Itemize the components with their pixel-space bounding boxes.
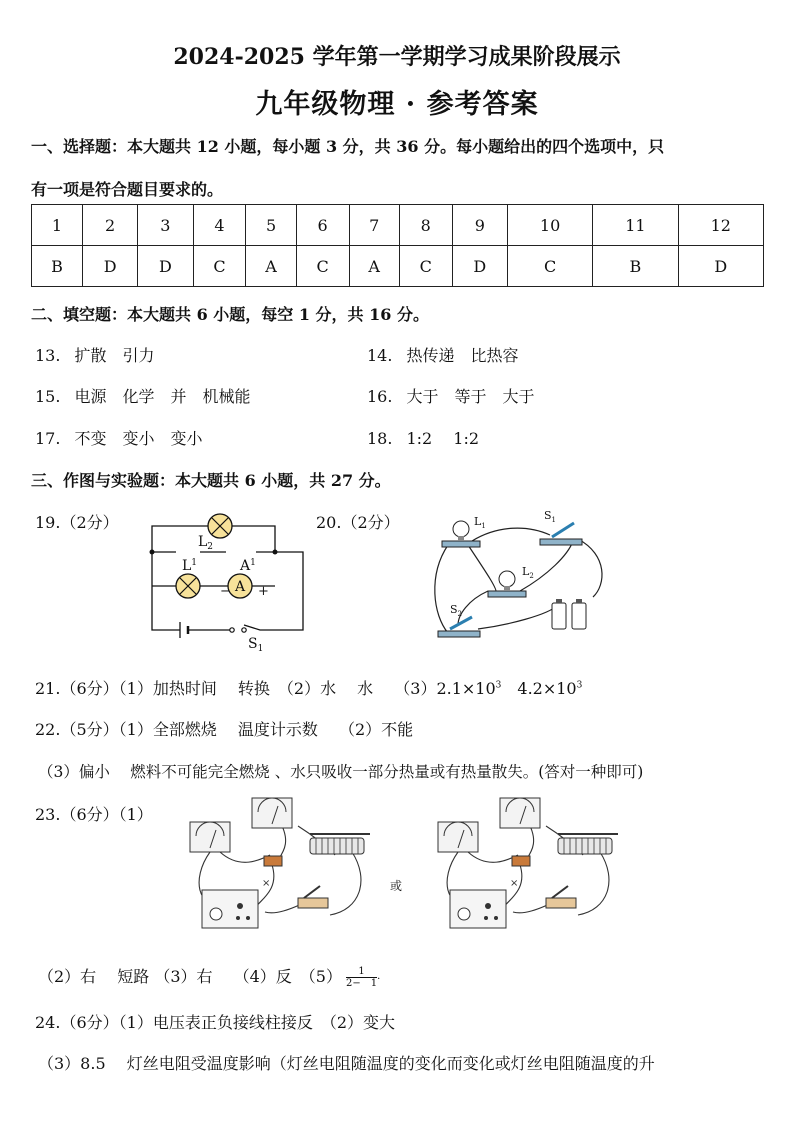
plus-sign: + — [258, 584, 269, 599]
fill-item-17 — [35, 426, 202, 449]
q23-label: 23.（6分）（1） — [35, 805, 153, 824]
fill-item-14 — [367, 343, 518, 366]
table-row-answers — [32, 246, 764, 287]
ammeter-label: A — [240, 558, 251, 574]
fraction-tail: · — [377, 974, 381, 985]
item-answer: 热传递 比热容 — [406, 346, 519, 365]
table-cell: 1 — [32, 205, 83, 246]
voltmeter-icon — [252, 798, 292, 828]
table-cell: C — [193, 246, 246, 287]
table-cell: 3 — [138, 205, 193, 246]
q22-line2: （3）偏小 燃料不可能完全燃烧 、水只吸收一部分热量或有热量散失。(答对一种即可) — [38, 763, 644, 781]
rheostat-icon — [310, 834, 370, 854]
document-title: 2024-2025 学年第一学期学习成果阶段展示 — [173, 44, 621, 70]
item-answer: 扩散 引力 — [74, 346, 155, 365]
item-number: 18. — [367, 429, 393, 448]
exponent: 3 — [576, 680, 583, 691]
item-number: 13. — [35, 346, 61, 365]
l2-label: L — [522, 565, 530, 578]
item-number: 14. — [367, 346, 393, 365]
ammeter-a1-icon — [228, 574, 252, 598]
table-cell: C — [399, 246, 452, 287]
fraction-denominator: 2− 1 — [345, 978, 378, 989]
svg-text:L2: $L_2$ — [522, 565, 534, 580]
fill-item-18 — [367, 426, 479, 449]
svg-text:L2: $L_2$ — [198, 534, 214, 552]
switch-label: S — [248, 636, 258, 652]
q21-answer-2: 4.2×10 — [501, 679, 577, 698]
section1-heading-line2: 有一项是符合题目要求的。 — [31, 180, 224, 199]
q23-experiment-diagram-1 — [180, 790, 380, 940]
q20-wiring-diagram — [428, 505, 608, 645]
rheostat-icon — [558, 834, 618, 854]
q24-line1 — [35, 1010, 395, 1033]
table-cell: D — [138, 246, 193, 287]
svg-text:×: × — [262, 878, 271, 889]
item-number: 17. — [35, 429, 61, 448]
document-subtitle: 九年级物理 · 参考答案 — [255, 89, 539, 120]
table-cell: 8 — [399, 205, 452, 246]
minus-sign: − — [220, 584, 231, 599]
fraction — [346, 966, 377, 989]
item-answer: 大于 等于 大于 — [406, 387, 535, 406]
table-row-numbers — [32, 205, 764, 246]
lamp-l1-label: L — [182, 558, 192, 574]
table-cell: A — [349, 246, 399, 287]
table-cell: A — [246, 246, 296, 287]
svg-text:S1: $S_1$ — [544, 509, 557, 524]
q22-answer: （1）全部燃烧 温度计示数 （2）不能 — [118, 720, 414, 739]
lamp-l2-icon — [208, 514, 232, 538]
section1-heading-line1: 一、选择题：本大题共 12 小题，每小题 3 分，共 36 分。每小题给出的四个选项中，只 — [31, 137, 665, 156]
s1-label: S — [544, 509, 552, 522]
fill-item-15 — [35, 384, 250, 407]
table-cell: 11 — [593, 205, 678, 246]
table-cell: 12 — [678, 205, 763, 246]
item-number: 15. — [35, 387, 61, 406]
table-cell: 7 — [349, 205, 399, 246]
q24-label: 24.（6分） — [35, 1013, 119, 1032]
voltmeter-icon — [500, 798, 540, 828]
power-supply-icon — [450, 890, 506, 928]
resistor-icon — [512, 856, 530, 866]
table-cell: D — [678, 246, 763, 287]
s2-label: S — [450, 603, 458, 616]
table-cell: 6 — [296, 205, 349, 246]
meter-symbol: A — [234, 579, 246, 595]
svg-text:A1: $A^1$ — [240, 558, 256, 574]
svg-text:L1: $L_1$ — [474, 515, 486, 530]
l1-label: L — [474, 515, 482, 528]
table-cell: 4 — [193, 205, 246, 246]
section3-heading: 三、作图与实验题：本大题共 6 小题，共 27 分。 — [31, 471, 391, 490]
q23-line2 — [38, 964, 380, 989]
svg-text:×: × — [510, 878, 519, 889]
q21-answer: （1）加热时间 转换 （2）水 水 （3）2.1×10 — [118, 679, 496, 698]
table-cell: 5 — [246, 205, 296, 246]
item-answer: 不变 变小 变小 — [74, 429, 203, 448]
q22-line1 — [35, 717, 413, 740]
table-cell: B — [32, 246, 83, 287]
q24-answer: （1）电压表正负接线柱接反 （2）变大 — [118, 1013, 396, 1032]
q20-label: 20.（2分） — [316, 513, 400, 532]
item-answer: 电源 化学 并 机械能 — [74, 387, 251, 406]
lamp-l1-icon — [176, 574, 200, 598]
item-answer: 1:2 1:2 — [406, 429, 480, 448]
table-cell: D — [452, 246, 507, 287]
table-cell: B — [593, 246, 678, 287]
fraction-numerator: 1 — [346, 966, 377, 978]
table-cell: 9 — [452, 205, 507, 246]
fill-item-13 — [35, 343, 154, 366]
q21-label: 21.（6分） — [35, 679, 119, 698]
ammeter-icon — [438, 822, 478, 852]
svg-text:L1: $L^1$ — [182, 558, 198, 574]
q19-label: 19.（2分） — [35, 513, 119, 532]
or-label: 或 — [390, 879, 403, 893]
q19-circuit-diagram — [140, 508, 315, 658]
item-number: 16. — [367, 387, 393, 406]
table-cell: C — [507, 246, 592, 287]
fill-item-16 — [367, 384, 534, 407]
q23-answers: （2）右 短路 （3）右 （4）反 （5） — [38, 967, 342, 986]
table-cell: 10 — [507, 205, 592, 246]
switch-icon — [298, 886, 328, 908]
q21-line — [35, 676, 582, 699]
switch-icon — [546, 886, 576, 908]
choice-answer-table — [31, 204, 764, 287]
svg-text:S1: $S_1$ — [248, 636, 264, 654]
power-supply-icon — [202, 890, 258, 928]
table-cell: 2 — [83, 205, 138, 246]
resistor-icon — [264, 856, 282, 866]
q24-line2: （3）8.5 灯丝电阻受温度影响（灯丝电阻随温度的变化而变化或灯丝电阻随温度的升 — [38, 1054, 655, 1073]
exponent: 3 — [495, 680, 502, 691]
ammeter-icon — [190, 822, 230, 852]
q23-experiment-diagram-2 — [428, 790, 628, 940]
battery-icon — [552, 599, 586, 629]
svg-text:S2: $S_2$ — [450, 603, 463, 618]
table-cell: D — [83, 246, 138, 287]
q22-label: 22.（5分） — [35, 720, 119, 739]
lamp-l2-label: L — [198, 534, 208, 550]
table-cell: C — [296, 246, 349, 287]
section2-heading: 二、填空题：本大题共 6 小题，每空 1 分，共 16 分。 — [31, 305, 429, 324]
